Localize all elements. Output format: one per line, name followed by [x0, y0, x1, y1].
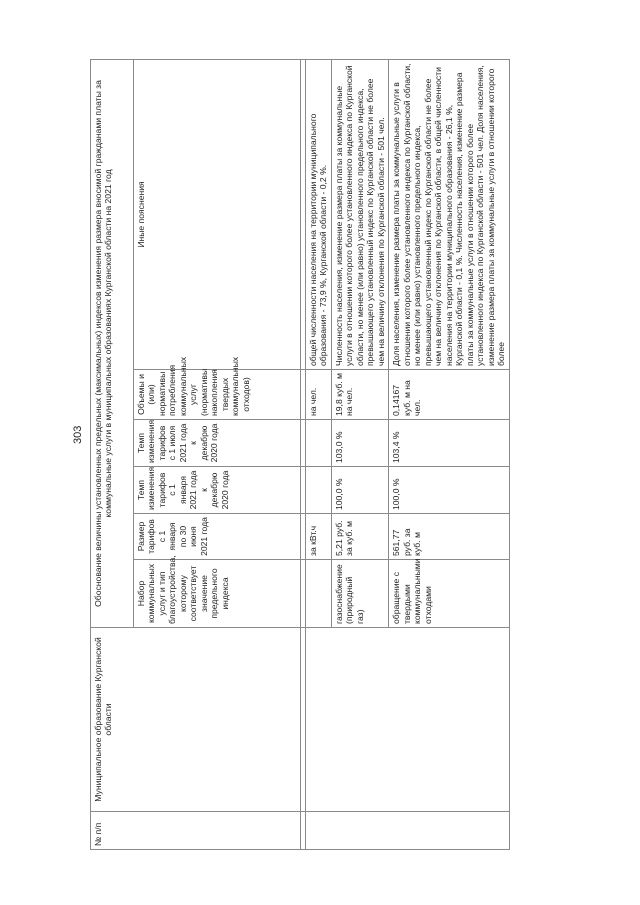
growth-jan-cell: 100,0 %: [389, 467, 509, 514]
notes-cell: Доля населения, изменение размера платы за коммунальные услуги в отношении которого более установленного индекса по Курганской области, но менее (или равно) установленного предельного индекса, превышающего установленный индекс по Курганской области не более чем на величину отклонения по Курганской области, в общей численности населения на территории муниципального образования - 26,1 %, Курганской области - 0,1 %. Численность населения, изменение размера платы за коммунальные услуги в отношении которого более установленного индекса по Курганской области - 501 чел. Доля населения, изменение размера платы за коммунальные услуги в отношении которого более: [389, 59, 509, 369]
tariff-cell: 5,21 руб. за куб. м: [331, 514, 388, 560]
growth-jan-cell: 100,0 %: [331, 467, 388, 514]
header-row-1: [91, 59, 134, 849]
header-growth-jul: Темп изменения тарифов с 1 июля 2021 года к декабрю 2020 года: [134, 420, 301, 467]
row-municipality-cell: [306, 628, 510, 812]
service-cell: газоснабжение (природный газ): [331, 560, 388, 628]
header-growth-jan: Темп изменения тарифов с 1 января 2021 года к декабрю 2020 года: [134, 467, 301, 514]
row-no-cell: [306, 812, 510, 850]
rotated-table-sheet: [90, 60, 610, 850]
index-justification-table: [90, 59, 510, 850]
tariff-cell: 561,77 руб. за куб. м: [389, 514, 509, 560]
header-volume: Объемы и (или) нормативы потребления коммунальных услуг (нормативы накопления твердых коммунальных отходов): [134, 370, 301, 420]
header-notes: Иные пояснения: [134, 59, 301, 369]
service-cell: обращение с твердыми коммунальными отходами: [389, 560, 509, 628]
notes-cell: общей численности населения на территории муниципального образования - 73,9 %, Курганской области - 0,2 %.: [306, 59, 332, 369]
volume-cell: на чел.: [306, 370, 332, 420]
growth-jul-cell: 103,0 %: [331, 420, 388, 467]
header-service-set: Набор коммунальных услуг и тип благоустройства, которому соответствует значение предельного индекса: [134, 560, 301, 628]
table-row: [306, 59, 332, 849]
tariff-cell: за кВт.ч: [306, 514, 332, 560]
header-no: № п/п: [91, 812, 301, 850]
volume-cell: 0,14167 куб. м на чел.: [389, 370, 509, 420]
volume-cell: 19,8 куб. м на чел.: [331, 370, 388, 420]
page-number: 303: [72, 425, 84, 444]
header-group-title: Обоснование величины установленных предельных (максимальных) индексов изменения размера вносимой гражданами платы за коммунальные услуги в муниципальных образованиях Курганской области на 2021 год: [91, 59, 134, 627]
growth-jan-cell: [306, 467, 332, 514]
service-cell: [306, 560, 332, 628]
header-tariff: Размер тарифов с 1 января по 30 июня 2021 года: [134, 514, 301, 560]
growth-jul-cell: 103,4 %: [389, 420, 509, 467]
header-municipality: Муниципальное образование Курганской области: [91, 628, 301, 812]
notes-cell: Численность населения, изменение размера платы за коммунальные услуги в отношении которого более установленного индекса по Курганской области, но менее (или равно) установленного предельного индекса, превышающего установленный индекс по Курганской области не более чем на величину отклонения по Курганской области - 501 чел.: [331, 59, 388, 369]
growth-jul-cell: [306, 420, 332, 467]
